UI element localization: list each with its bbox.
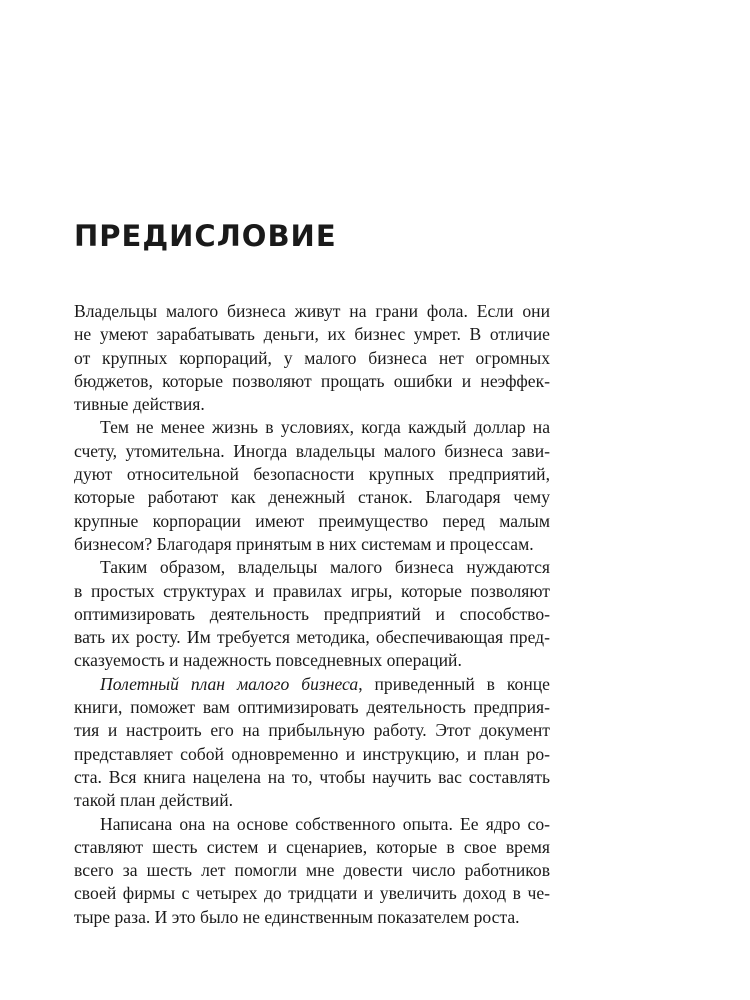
text-line: Тем не менее жизнь в условиях, когда каждый доллар на: [100, 417, 550, 438]
text-line: сказуемость и надежность повседневных операций.: [74, 650, 462, 671]
body-text: [74, 300, 550, 929]
chapter-title: ПРЕДИСЛОВИЕ: [74, 219, 337, 253]
paragraph: [74, 416, 550, 556]
text-line: крупные корпорации имеют преимущество перед малым: [74, 510, 550, 531]
text-line: не умеют зарабатывать деньги, их бизнес умрет. В отличие: [74, 324, 550, 345]
text-line: ста. Вся книга нацелена на то, чтобы научить вас составлять: [74, 766, 550, 787]
text-line: вать их росту. Им требуется методика, обеспечивающая пред-: [74, 627, 550, 648]
text-line: такой план действий.: [74, 790, 234, 811]
text-line: Владельцы малого бизнеса живут на грани фола. Если они: [74, 301, 550, 321]
text-line: оптимизировать деятельность предприятий и способство-: [74, 603, 550, 624]
text-line: в простых структурах и правилах игры, которые позволяют: [74, 580, 550, 601]
text-line: тия и настроить его на прибыльную работу. Этот документ: [74, 720, 550, 741]
text-line: [74, 673, 550, 696]
text-line: своей фирмы с четырех до тридцати и увеличить доход в че-: [74, 883, 550, 904]
text-line: бюджетов, которые позволяют прощать ошибки и неэффек-: [74, 370, 550, 391]
text-line: Таким образом, владельцы малого бизнеса нуждаются: [100, 557, 550, 578]
text-line: от крупных корпораций, у малого бизнеса нет огромных: [74, 347, 550, 368]
text-line: книги, поможет вам оптимизировать деятельность предприя-: [74, 697, 550, 718]
book-title-italic: Полетный план малого бизнеса: [100, 673, 359, 694]
paragraph: [74, 673, 550, 813]
text-line: всего за шесть лет помогли мне довести число работников: [74, 860, 550, 881]
text-line: представляет собой одновременно и инструкцию, и план ро-: [74, 743, 550, 764]
text-line: тивные действия.: [74, 394, 205, 415]
text-line: дуют относительной безопасности крупных предприятий,: [74, 464, 550, 485]
text-line-rest: , приведенный в конце: [358, 673, 550, 694]
text-line: счету, утомительна. Иногда владельцы малого бизнеса зави-: [74, 440, 550, 461]
text-line: Написана она на основе собственного опыта. Ее ядро со-: [100, 813, 550, 834]
text-line: тыре раза. И это было не единственным показателем роста.: [74, 906, 520, 927]
text-line: которые работают как денежный станок. Благодаря чему: [74, 487, 550, 508]
text-line: ставляют шесть систем и сценариев, которые в свое время: [74, 836, 550, 857]
paragraph: [74, 556, 550, 672]
paragraph: [74, 813, 550, 929]
text-line: бизнесом? Благодаря принятым в них системам и процессам.: [74, 533, 534, 554]
paragraph: [74, 300, 550, 416]
